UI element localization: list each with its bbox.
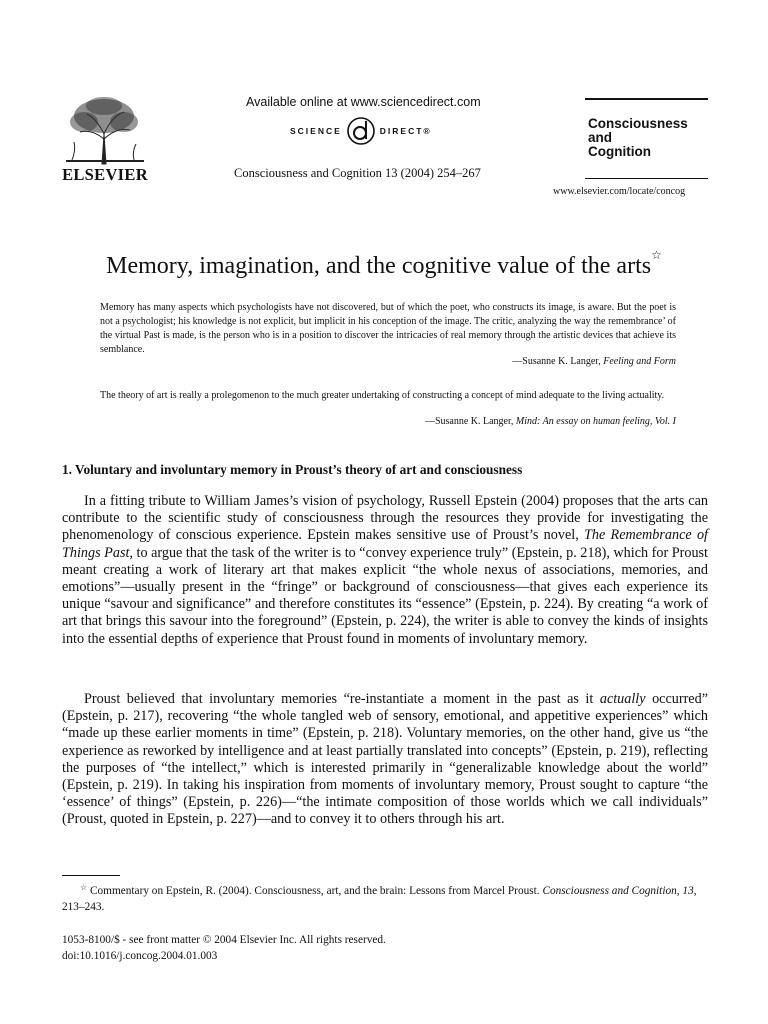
epigraph-2-attribution (425, 416, 676, 427)
elsevier-tree-logo-icon (62, 94, 148, 166)
footnote-pages: , 213–243. (62, 885, 697, 913)
journal-citation: Consciousness and Cognition 13 (2004) 254–267 (234, 166, 481, 180)
issn-line: 1053-8100/$ - see front matter © 2004 Elsevier Inc. All rights reserved. (62, 934, 386, 946)
publisher-name: ELSEVIER (62, 165, 148, 184)
journal-title (588, 117, 688, 159)
paragraph-text: Proust believed that involuntary memories “re-instantiate a moment in the past as it (84, 691, 600, 707)
doi-line[interactable]: doi:10.1016/j.concog.2004.01.003 (62, 949, 218, 962)
footnote-mark: ☆ (80, 883, 88, 892)
epigraph-2-text: The theory of art is really a prolegomenon to the much greater undertaking of constructing a concept of mind adequate to the living actuality. (100, 390, 665, 401)
paragraph-italic: actually (599, 691, 646, 707)
sciencedirect-right-text: DIRECT® (379, 126, 432, 136)
epigraph-1-attribution (512, 356, 676, 367)
body-paragraph (62, 493, 708, 648)
epigraph-2-work: Mind: An essay on human feeling, Vol. I (515, 416, 676, 427)
paragraph-text: occurred” (Epstein, p. 217), recovering “the whole tangled web of sensory, emotional, and appetitive experiences” which “made up these earlier moments in time” (Epstein, p. 218). Voluntary memories, on the other hand, give us “the experience as reworked by intelligence and at least partially translated into concepts” (Epstein, p. 219), reflecting the purposes of “the intellect,” which is interested primarily in “generalizable knowledge about the world” (Epstein, p. 219). In taking his inspiration from moments of involuntary memory, Proust sought to capture “the ‘essence’ of things” (Epstein, p. 226)—“the intimate composition of those worlds which we call individuals” (Proust, quoted in Epstein, p. 227)—and to convey it to others through his art. (62, 691, 708, 828)
journal-top-rule (585, 98, 708, 100)
sciencedirect-d-icon (346, 116, 376, 146)
footnote-rule (62, 875, 120, 876)
footnote (62, 880, 708, 915)
journal-bottom-rule (585, 178, 708, 179)
section-heading: 1. Voluntary and involuntary memory in Proust’s theory of art and consciousness (62, 462, 523, 477)
body-paragraph (62, 691, 708, 829)
journal-url[interactable]: www.elsevier.com/locate/concog (553, 186, 686, 197)
journal-title-line: and (588, 130, 613, 145)
sciencedirect-left-text: SCIENCE (290, 126, 342, 136)
epigraph-1-author: —Susanne K. Langer, (512, 356, 604, 367)
legal-block (62, 933, 386, 964)
title-footnote-mark[interactable]: ☆ (651, 248, 662, 262)
epigraph-1-work: Feeling and Form (603, 356, 676, 367)
article-title-text: Memory, imagination, and the cognitive value of the arts (106, 253, 652, 279)
paragraph-italic: The Remembrance of Things Past (62, 527, 708, 561)
journal-title-line: Consciousness (588, 116, 688, 131)
journal-title-line: Cognition (588, 144, 651, 159)
available-online-text: Available online at www.sciencedirect.com (246, 95, 481, 109)
footnote-journal: Consciousness and Cognition, 13 (542, 885, 694, 897)
paragraph-text: In a fitting tribute to William James’s vision of psychology, Russell Epstein (2004) proposes that the arts can contribute to the scientific study of consciousness through the resources they provide for investigating the phenomenology of conscious experience. Epstein makes sensitive use of Proust’s novel, (62, 493, 708, 544)
epigraph-2-author: —Susanne K. Langer, (424, 416, 516, 427)
sciencedirect-logo (290, 116, 432, 146)
footnote-text: Commentary on Epstein, R. (2004). Consciousness, art, and the brain: Lessons from Marcel Proust. (87, 885, 543, 897)
epigraph-1-text: Memory has many aspects which psychologists have not discovered, but of which the poet, who constructs its image, is aware. But the poet is not a psychologist; his knowledge is not explicit, but implicit in his conception of the image. The critic, analyzing the way the remembrance’ of the virtual Past is made, is the person who is in a position to discover the intricacies of real memory through the artistic devices that achieve its semblance. (100, 302, 676, 355)
article-title (0, 248, 768, 280)
paragraph-text: , to argue that the task of the writer is to “convey experience truly” (Epstein, p. 218), which for Proust meant creating a work of literary art that makes explicit “the whole nexus of associations, memories, and emotions”—usually present in the “fringe” or background of consciousness—that gives each experience its unique “savour and significance” and therefore constitutes its “essence” (Epstein, p. 224). By creating “a work of art that brings this savour into the foreground” (Epstein, p. 224), the writer is able to convey the kinds of insights into the essential depths of experience that Proust found in moments of involuntary memory. (62, 544, 708, 647)
